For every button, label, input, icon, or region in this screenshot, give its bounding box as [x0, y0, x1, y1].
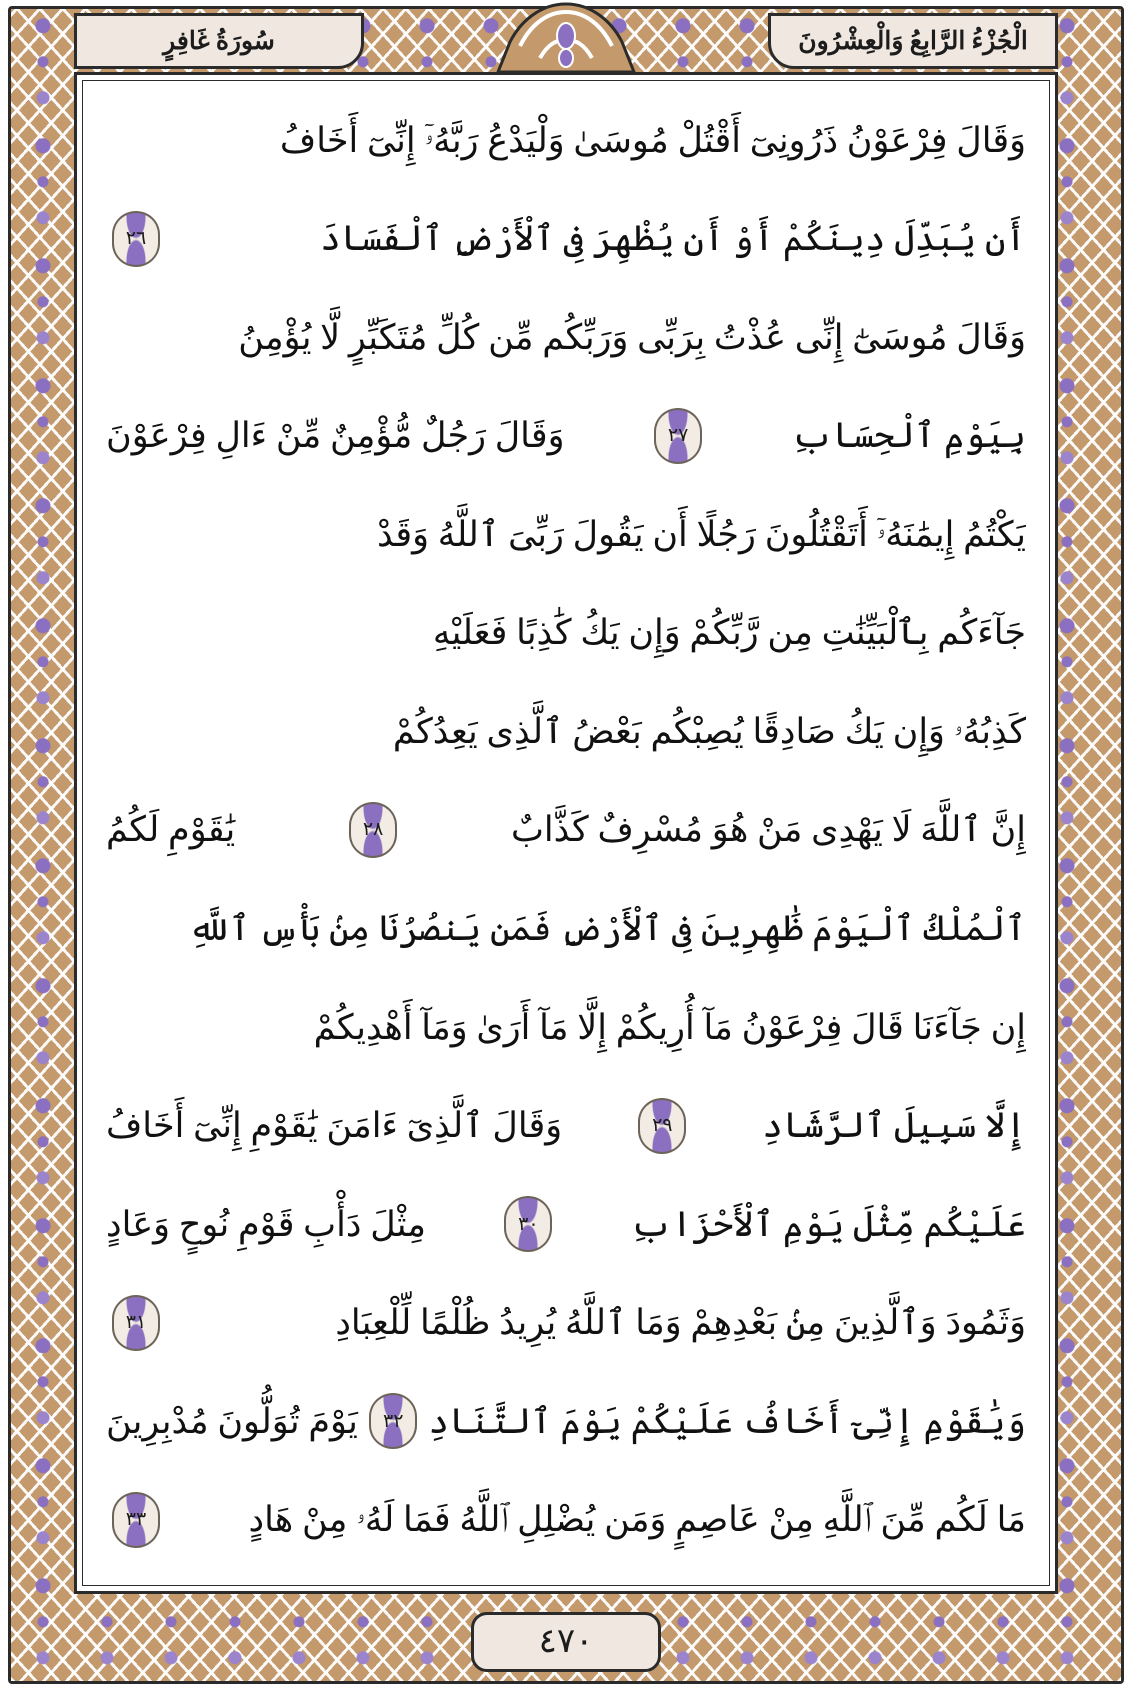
quran-line — [106, 1478, 1026, 1562]
quran-line — [106, 1379, 1026, 1463]
verse-text: وَقَالَ رَجُلٌ مُّؤْمِنٌ مِّنْ ءَالِ فِرْعَوْنَ — [106, 416, 565, 456]
verse-text: وَقَالَ مُوسَىٰٓ إِنِّى عُذْتُ بِرَبِّى وَرَبِّكُم مِّن كُلِّ مُتَكَبِّرٍ لَّا يُؤْمِنُ — [238, 317, 1026, 357]
verse-number-marker: ٣١ — [112, 1295, 160, 1351]
verse-number-marker: ٢٨ — [349, 802, 397, 858]
verse-number-marker: ٣٢ — [369, 1393, 417, 1449]
quran-line — [106, 98, 1026, 182]
quran-line — [106, 1281, 1026, 1365]
verse-number-marker: ٣٣ — [112, 1492, 160, 1548]
verse-text: بِيَوْمِ ٱلْحِسَابِ — [791, 416, 1026, 456]
verse-text: وَيَٰقَوْمِ إِنِّىٓ أَخَافُ عَلَيْكُمْ يَوْمَ ٱلتَّنَادِ — [428, 1401, 1026, 1441]
quran-line — [106, 788, 1026, 872]
quran-line — [106, 985, 1026, 1069]
verse-text: وَقَالَ فِرْعَوْنُ ذَرُونِىٓ أَقْتُلْ مُوسَىٰ وَلْيَدْعُ رَبَّهُۥٓ إِنِّىٓ أَخَافُ — [279, 120, 1026, 160]
verse-text: يَكْتُمُ إِيمَٰنَهُۥٓ أَتَقْتُلُونَ رَجُلًا أَن يَقُولَ رَبِّىَ ٱللَّهُ وَقَدْ — [377, 514, 1026, 554]
quran-line — [106, 591, 1026, 675]
verse-text: أَن يُبَدِّلَ دِينَكُمْ أَوْ أَن يُظْهِرَ فِى ٱلْأَرْضِ ٱلْفَسَادَ — [320, 219, 1026, 259]
quran-line — [106, 887, 1026, 971]
verse-text: مَا لَكُم مِّنَ ٱللَّهِ مِنْ عَاصِمٍ وَمَن يُضْلِلِ ٱللَّهُ فَمَا لَهُۥ مِنْ هَادٍ — [248, 1500, 1026, 1540]
surah-name-cartouche — [74, 13, 364, 69]
verse-text: مِثْلَ دَأْبِ قَوْمِ نُوحٍ وَعَادٍ — [106, 1204, 427, 1244]
verse-text: يَوْمَ تُوَلُّونَ مُدْبِرِينَ — [106, 1401, 358, 1441]
juz-name-cartouche — [768, 13, 1058, 69]
verse-text: كَذِبُهُۥ وَإِن يَكُ صَادِقًا يُصِبْكُم بَعْضُ ٱلَّذِى يَعِدُكُمْ — [392, 711, 1026, 751]
verse-text: وَثَمُودَ وَٱلَّذِينَ مِنۢ بَعْدِهِمْ وَمَا ٱللَّهُ يُرِيدُ ظُلْمًا لِّلْعِبَادِ — [335, 1303, 1026, 1343]
verse-text: ٱلْمُلْكُ ٱلْيَوْمَ ظَٰهِرِينَ فِى ٱلْأَرْضِ فَمَن يَنصُرُنَا مِنۢ بَأْسِ ٱللَّهِ — [188, 909, 1026, 948]
verse-number-marker: ٢٧ — [654, 408, 702, 464]
verse-number-marker: ٣٠ — [504, 1196, 552, 1252]
quran-text-block — [92, 92, 1040, 1572]
page-number-label: ٤٧٠ — [538, 1623, 594, 1660]
verse-text: إِلَّا سَبِيلَ ٱلرَّشَادِ — [762, 1106, 1026, 1146]
verse-text: عَلَيْكُم مِّثْلَ يَوْمِ ٱلْأَحْزَابِ — [630, 1204, 1026, 1244]
verse-text: جَآءَكُم بِٱلْبَيِّنَٰتِ مِن رَّبِّكُمْ وَإِن يَكُ كَٰذِبًا فَعَلَيْهِ — [432, 613, 1026, 653]
verse-number-marker: ٢٩ — [638, 1098, 686, 1154]
quran-line — [106, 1182, 1026, 1266]
surah-name-label: سُورَةُ غَافِرٍ — [163, 27, 275, 55]
quran-line — [106, 1084, 1026, 1168]
quran-line — [106, 394, 1026, 478]
verse-text: إِن جَآءَنَا قَالَ فِرْعَوْنُ مَآ أُرِيكُمْ إِلَّا مَآ أَرَىٰ وَمَآ أَهْدِيكُمْ — [313, 1007, 1026, 1047]
verse-number-marker: ٢٦ — [112, 211, 160, 267]
quran-line — [106, 197, 1026, 281]
quran-line — [106, 295, 1026, 379]
verse-text: يَٰقَوْمِ لَكُمُ — [106, 810, 236, 850]
quran-line — [106, 492, 1026, 576]
page-number-cartouche — [471, 1612, 661, 1672]
verse-text: إِنَّ ٱللَّهَ لَا يَهْدِى مَنْ هُوَ مُسْرِفٌ كَذَّابٌ — [510, 810, 1026, 850]
header-ornament-knot — [496, 2, 636, 74]
juz-name-label: الْجُزْءُ الرَّابِعُ وَالْعِشْرُونَ — [798, 27, 1028, 55]
quran-line — [106, 689, 1026, 773]
verse-text: وَقَالَ ٱلَّذِىٓ ءَامَنَ يَٰقَوْمِ إِنِّىٓ أَخَافُ — [106, 1106, 563, 1146]
